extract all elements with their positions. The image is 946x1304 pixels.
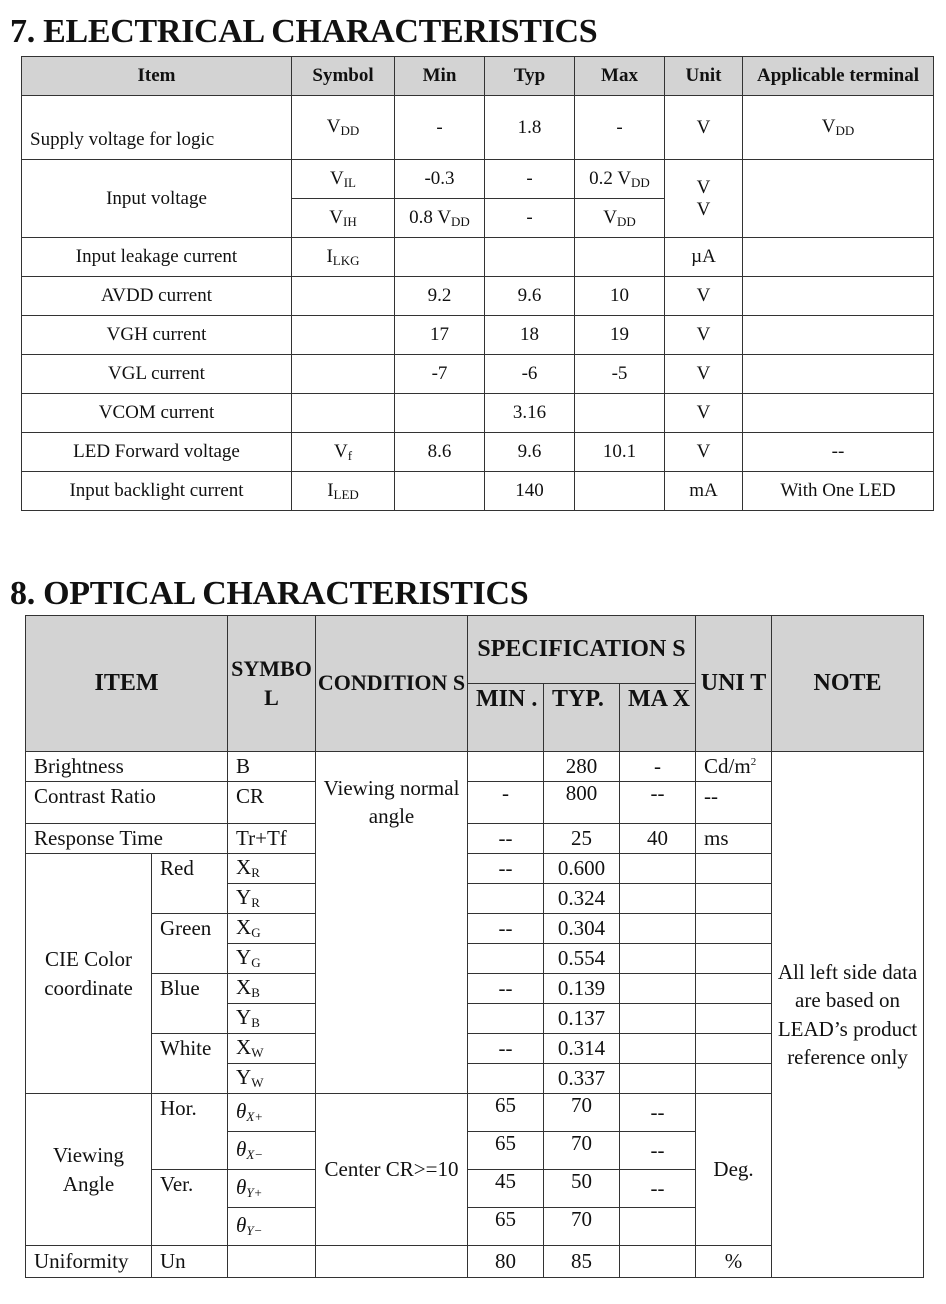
col-header-symbol: Symbol bbox=[292, 57, 395, 96]
cell-item: LED Forward voltage bbox=[22, 433, 292, 472]
cell-max: 19 bbox=[575, 316, 665, 355]
cell-symbol: $Y_W$ bbox=[228, 1064, 316, 1094]
cell-typ: 0.139 bbox=[544, 974, 620, 1004]
cell-unit bbox=[696, 854, 772, 884]
cell-condition-center: Center CR>=10 bbox=[316, 1094, 468, 1246]
cell-item: VGH current bbox=[22, 316, 292, 355]
cell-symbol: $\theta_{X+}$ bbox=[228, 1094, 316, 1132]
cell-symbol bbox=[228, 1246, 316, 1278]
cell-item: Contrast Ratio bbox=[26, 782, 228, 824]
cell-condition bbox=[316, 1246, 468, 1278]
cell-typ: 0.600 bbox=[544, 854, 620, 884]
cell-unit bbox=[696, 914, 772, 944]
cell-unit bbox=[696, 974, 772, 1004]
cell-typ: - bbox=[485, 160, 575, 199]
cell-min bbox=[468, 1064, 544, 1094]
cell-max: 10 bbox=[575, 277, 665, 316]
cell-max: -- bbox=[620, 1094, 696, 1132]
cell-symbol: $I_{LED}$ bbox=[292, 472, 395, 511]
table-row bbox=[22, 277, 934, 316]
col-header-min: Min bbox=[395, 57, 485, 96]
cell-typ bbox=[485, 238, 575, 277]
cell-max bbox=[620, 1064, 696, 1094]
cell-min bbox=[468, 752, 544, 782]
cell-symbol: $X_R$ bbox=[228, 854, 316, 884]
col-header-specifications: SPECIFICATION S bbox=[468, 616, 696, 684]
cell-max: $V_{DD}$ bbox=[575, 199, 665, 238]
cell-max bbox=[620, 1208, 696, 1246]
cell-color-white: White bbox=[152, 1034, 228, 1094]
cell-unit bbox=[696, 1034, 772, 1064]
cell-unit: µA bbox=[665, 238, 743, 277]
cell-item: Input leakage current bbox=[22, 238, 292, 277]
col-header-max: MA X bbox=[620, 684, 696, 752]
col-header-unit: Unit bbox=[665, 57, 743, 96]
cell-min: 9.2 bbox=[395, 277, 485, 316]
table-row bbox=[22, 472, 934, 511]
cell-min bbox=[395, 394, 485, 433]
table-row bbox=[22, 160, 934, 199]
cell-terminal bbox=[743, 160, 934, 238]
cell-max bbox=[620, 974, 696, 1004]
cell-min: - bbox=[395, 96, 485, 160]
cell-min bbox=[468, 944, 544, 974]
table-row bbox=[22, 96, 934, 160]
cell-max bbox=[620, 944, 696, 974]
cell-typ: 9.6 bbox=[485, 433, 575, 472]
cell-unit bbox=[696, 1064, 772, 1094]
cell-min: 8.6 bbox=[395, 433, 485, 472]
cell-min: -- bbox=[468, 1034, 544, 1064]
cell-color-blue: Blue bbox=[152, 974, 228, 1034]
cell-unit: V bbox=[665, 316, 743, 355]
cell-max: - bbox=[575, 96, 665, 160]
table-row bbox=[26, 752, 924, 782]
cell-symbol: $\theta_{Y-}$ bbox=[228, 1208, 316, 1246]
optical-characteristics-table bbox=[25, 615, 924, 1278]
cell-min: 80 bbox=[468, 1246, 544, 1278]
cell-unit: $Cd/m^2$ bbox=[696, 752, 772, 782]
cell-terminal: With One LED bbox=[743, 472, 934, 511]
cell-typ: 0.304 bbox=[544, 914, 620, 944]
cell-min: -0.3 bbox=[395, 160, 485, 199]
cell-item: VCOM current bbox=[22, 394, 292, 433]
cell-max bbox=[620, 884, 696, 914]
cell-viewing-label: Viewing Angle bbox=[26, 1094, 152, 1246]
cell-min: -- bbox=[468, 974, 544, 1004]
col-header-terminal: Applicable terminal bbox=[743, 57, 934, 96]
cell-typ: 9.6 bbox=[485, 277, 575, 316]
table-row bbox=[22, 433, 934, 472]
cell-symbol bbox=[292, 394, 395, 433]
cell-typ: 25 bbox=[544, 824, 620, 854]
cell-symbol bbox=[292, 316, 395, 355]
cell-typ: 800 bbox=[544, 782, 620, 824]
col-header-max: Max bbox=[575, 57, 665, 96]
cell-unit: Deg. bbox=[696, 1094, 772, 1246]
cell-max: 40 bbox=[620, 824, 696, 854]
col-header-symbol: SYMBO L bbox=[228, 616, 316, 752]
col-header-min: MIN . bbox=[468, 684, 544, 752]
cell-max: -- bbox=[620, 782, 696, 824]
cell-min bbox=[395, 238, 485, 277]
cell-unit: -- bbox=[696, 782, 772, 824]
cell-typ: 0.137 bbox=[544, 1004, 620, 1034]
cell-item: Uniformity bbox=[26, 1246, 152, 1278]
cell-symbol: $V_{DD}$ bbox=[292, 96, 395, 160]
cell-min: 45 bbox=[468, 1170, 544, 1208]
cell-symbol: $X_G$ bbox=[228, 914, 316, 944]
cell-typ: 280 bbox=[544, 752, 620, 782]
cell-item: VGL current bbox=[22, 355, 292, 394]
cell-typ: 140 bbox=[485, 472, 575, 511]
cell-max bbox=[620, 854, 696, 884]
cell-unit: V bbox=[665, 433, 743, 472]
cell-min: 65 bbox=[468, 1094, 544, 1132]
cell-item: Brightness bbox=[26, 752, 228, 782]
cell-unit bbox=[696, 884, 772, 914]
cell-symbol bbox=[292, 355, 395, 394]
cell-min: 65 bbox=[468, 1132, 544, 1170]
col-header-item: ITEM bbox=[26, 616, 228, 752]
cell-item: Input voltage bbox=[22, 160, 292, 238]
cell-typ: 0.314 bbox=[544, 1034, 620, 1064]
col-header-typ: TYP. bbox=[544, 684, 620, 752]
cell-terminal: -- bbox=[743, 433, 934, 472]
cell-typ: 50 bbox=[544, 1170, 620, 1208]
cell-unit: ms bbox=[696, 824, 772, 854]
cell-symbol: $Y_G$ bbox=[228, 944, 316, 974]
cell-unit: mA bbox=[665, 472, 743, 511]
cell-max: - bbox=[620, 752, 696, 782]
cell-max: 0.2 $V_{DD}$ bbox=[575, 160, 665, 199]
cell-symbol: $\theta_{Y+}$ bbox=[228, 1170, 316, 1208]
col-header-item: Item bbox=[22, 57, 292, 96]
cell-min bbox=[395, 472, 485, 511]
cell-hor: Hor. bbox=[152, 1094, 228, 1170]
col-header-unit: UNI T bbox=[696, 616, 772, 752]
cell-symbol: $I_{LKG}$ bbox=[292, 238, 395, 277]
table-header-row bbox=[26, 616, 924, 684]
cell-typ: 70 bbox=[544, 1094, 620, 1132]
cell-terminal bbox=[743, 238, 934, 277]
cell-max bbox=[575, 472, 665, 511]
cell-min: -- bbox=[468, 854, 544, 884]
cell-symbol: $X_B$ bbox=[228, 974, 316, 1004]
table-row bbox=[22, 394, 934, 433]
cell-max bbox=[620, 1004, 696, 1034]
cell-symbol: $V_f$ bbox=[292, 433, 395, 472]
cell-max bbox=[620, 1246, 696, 1278]
cell-symbol: $V_{IL}$ bbox=[292, 160, 395, 199]
cell-typ: 18 bbox=[485, 316, 575, 355]
electrical-characteristics-table bbox=[21, 56, 934, 511]
cell-min: -7 bbox=[395, 355, 485, 394]
cell-symbol: $Y_B$ bbox=[228, 1004, 316, 1034]
cell-unit: V bbox=[665, 355, 743, 394]
cell-typ: 3.16 bbox=[485, 394, 575, 433]
cell-max: -- bbox=[620, 1170, 696, 1208]
table-header-row bbox=[22, 57, 934, 96]
cell-symbol: $X_W$ bbox=[228, 1034, 316, 1064]
cell-max: -5 bbox=[575, 355, 665, 394]
cell-cie-label: CIE Color coordinate bbox=[26, 854, 152, 1094]
cell-color-green: Green bbox=[152, 914, 228, 974]
cell-unit: V V bbox=[665, 160, 743, 238]
cell-max: -- bbox=[620, 1132, 696, 1170]
cell-typ: 0.324 bbox=[544, 884, 620, 914]
cell-typ: 0.554 bbox=[544, 944, 620, 974]
cell-symbol: B bbox=[228, 752, 316, 782]
table-row bbox=[22, 316, 934, 355]
section-title-electrical: 7. ELECTRICAL CHARACTERISTICS bbox=[10, 13, 598, 50]
col-header-note: NOTE bbox=[772, 616, 924, 752]
col-header-typ: Typ bbox=[485, 57, 575, 96]
cell-symbol bbox=[292, 277, 395, 316]
cell-unit: V bbox=[665, 277, 743, 316]
cell-symbol: $Y_R$ bbox=[228, 884, 316, 914]
cell-condition-viewing: Viewing normal angle bbox=[316, 752, 468, 1094]
cell-item: Input backlight current bbox=[22, 472, 292, 511]
cell-unit: V bbox=[665, 96, 743, 160]
cell-note: All left side data are based on LEAD’s product reference only bbox=[772, 752, 924, 1278]
cell-min: 65 bbox=[468, 1208, 544, 1246]
cell-terminal bbox=[743, 277, 934, 316]
table-row bbox=[22, 355, 934, 394]
cell-max bbox=[620, 1034, 696, 1064]
section-title-optical: 8. OPTICAL CHARACTERISTICS bbox=[10, 575, 529, 612]
cell-typ: 70 bbox=[544, 1208, 620, 1246]
cell-min: -- bbox=[468, 914, 544, 944]
cell-max bbox=[575, 238, 665, 277]
cell-typ: 1.8 bbox=[485, 96, 575, 160]
cell-terminal: $V_{DD}$ bbox=[743, 96, 934, 160]
cell-item: AVDD current bbox=[22, 277, 292, 316]
cell-typ: -6 bbox=[485, 355, 575, 394]
cell-typ: 0.337 bbox=[544, 1064, 620, 1094]
cell-min: 17 bbox=[395, 316, 485, 355]
cell-symbol-un: Un bbox=[152, 1246, 228, 1278]
cell-min: 0.8 $V_{DD}$ bbox=[395, 199, 485, 238]
cell-terminal bbox=[743, 316, 934, 355]
cell-min bbox=[468, 884, 544, 914]
cell-symbol: CR bbox=[228, 782, 316, 824]
cell-max bbox=[620, 914, 696, 944]
cell-unit bbox=[696, 1004, 772, 1034]
cell-min bbox=[468, 1004, 544, 1034]
cell-symbol: $V_{IH}$ bbox=[292, 199, 395, 238]
cell-typ: 70 bbox=[544, 1132, 620, 1170]
cell-max: 10.1 bbox=[575, 433, 665, 472]
cell-typ: 85 bbox=[544, 1246, 620, 1278]
cell-symbol: $\theta_{X-}$ bbox=[228, 1132, 316, 1170]
cell-color-red: Red bbox=[152, 854, 228, 914]
cell-max bbox=[575, 394, 665, 433]
cell-item: Supply voltage for logic bbox=[22, 96, 292, 160]
cell-unit: V bbox=[665, 394, 743, 433]
cell-min: - bbox=[468, 782, 544, 824]
cell-symbol: Tr+Tf bbox=[228, 824, 316, 854]
cell-ver: Ver. bbox=[152, 1170, 228, 1246]
cell-terminal bbox=[743, 355, 934, 394]
cell-unit bbox=[696, 944, 772, 974]
cell-min: -- bbox=[468, 824, 544, 854]
col-header-conditions: CONDITION S bbox=[316, 616, 468, 752]
table-row bbox=[22, 238, 934, 277]
cell-typ: - bbox=[485, 199, 575, 238]
cell-terminal bbox=[743, 394, 934, 433]
cell-item: Response Time bbox=[26, 824, 228, 854]
cell-unit: % bbox=[696, 1246, 772, 1278]
